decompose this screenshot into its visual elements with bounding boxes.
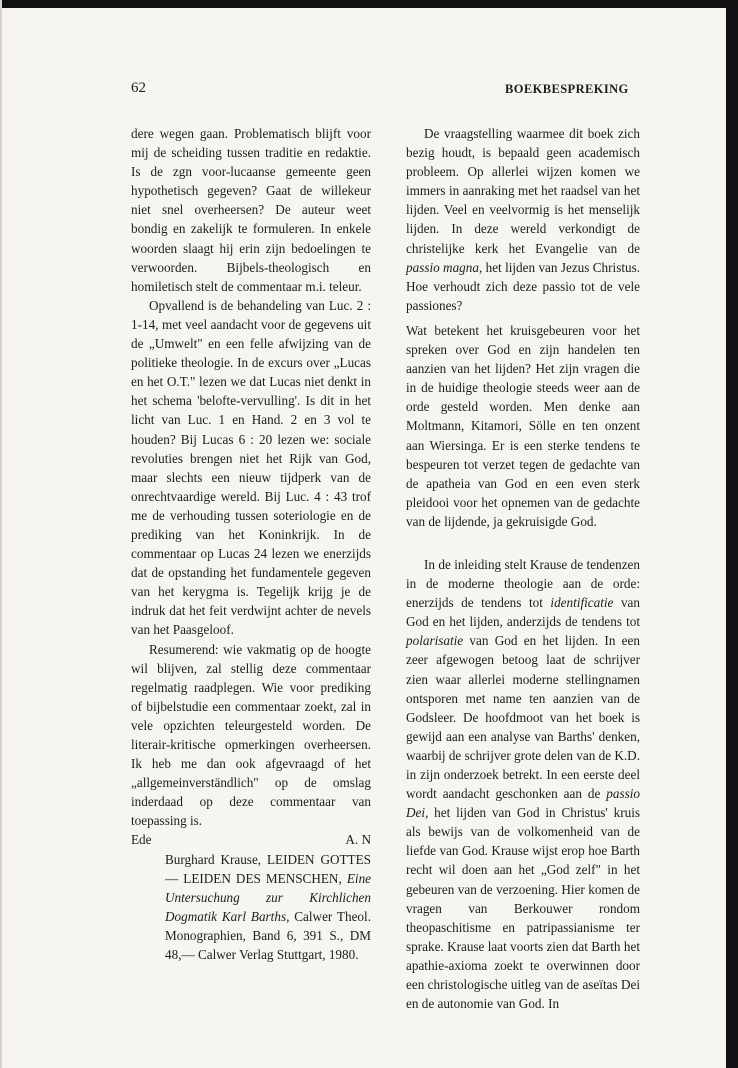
page-number: 62 [131,80,146,96]
scan-edge-right [726,0,738,1068]
right-column [406,124,640,1013]
right-p3-emphasis-1: identificatie [550,595,614,611]
review-subtitle: Eine Untersuchung zur Kirchlichen Dogmatik Karl Barths, [165,870,372,924]
right-paragraph-2: Wat betekent het kruisgebeuren voor het spreken over God en zijn handelen ten aanzien van het lijden? Het zijn vragen die in de huidige theologie steeds weer aan de orde gesteld worden. Men denke aan Moltmann, Kitamori, Sölle en ten onzent aan Wiersinga. Er is een sterke tendens te bespeuren tot verzet tegen de gedachte van de apatheia van God en een even sterk pleidooi voor het opnemen van de gedachte van de lijdende, ja gekruisigde God. [406,322,640,529]
right-p3-text-b: van God en het lijden, anderzijds de tendens tot [406,595,640,630]
left-column [131,124,371,964]
right-p3-text-c: van God en het lijden. In een zeer afgewogen betoog laat de schrijver zien waar allerlei moderne stellingnamen ontsporen met name ten aanzien van de Godsleer. De hoofdmoot van het boek is gewijd aan een analyse van Barths' denken, waarbij de schrijver grote delen van de K.D. in zijn onderzoek betrekt. In een eerste deel wordt aandacht geschonken aan de [406,633,640,802]
review-citation [165,850,371,965]
left-paragraph-1: dere wegen gaan. Problematisch blijft voor mij de scheiding tussen traditie en redaktie. Is de zgn voor-lucaanse gemeente geen hypothetisch gegeven? Gaat de willekeur niet snel overheersen? De auteur weet bondig en zakelijk te formuleren. In enkele woorden slaagt hij erin zijn bedoelingen te verwoorden. Bijbels-theologisch en homiletisch stelt de commentaar m.i. teleur. [131,126,371,294]
scan-edge-top [0,0,738,8]
signature-name: A. N [345,832,371,848]
right-p3-text-d: het lijden van God in Christus' kruis als bewijs van de volkomenheid van de liefde van God. Krause wijst erop hoe Barth recht wil doen aan het „God zelf" in het gebeuren van de verzoening. Hier komen de vragen van Berkouwer rondom theopaschitisme en patripassianisme ter sprake. Krause laat voorts zien dat Barth het apathie-axioma zoekt te overwinnen door een christologische uitleg van de aseïtas Dei en de autonomie van God. In [406,805,640,1012]
signature-row [131,830,371,849]
running-head: BOEKBESPREKING [505,82,629,96]
right-p3-text-a: In de inleiding stelt Krause de tendenzen in de moderne theologie aan de orde: enerzijds de tendens tot [406,556,640,611]
right-paragraph-3 [406,555,640,1013]
right-p3-emphasis-3: passio Dei, [406,786,640,821]
right-p1-text-b: het lijden van Jezus Christus. Hoe verhoudt zich deze passio tot de vele passiones? [406,259,641,313]
scan-edge-left [0,0,2,1068]
review-publisher: Calwer Theol. Monographien, Band 6, 391 S., DM 48,— Calwer Verlag Stuttgart, 1980. [165,908,371,963]
left-paragraph-2: Opvallend is de behandeling van Luc. 2 : 1-14, met veel aandacht voor de gegevens uit de „Umwelt" en een felle afwijzing van de politieke theologie. In de excurs over „Lucas en het O.T." lezen we dat Lucas niet denkt in het schema 'belofte-vervulling'. Is dit in het licht van Luc. 1 en Hand. 2 en 3 vol te houden? Bij Lucas 6 : 20 lezen we: sociale revoluties brengen niet het Rijk van God, maar slechts een nieuw tijdperk van de onrechtvaardige wereld. Bij Luc. 4 : 43 trof me de verhouding tussen soteriologie en de prediking van het Koninkrijk. In de commentaar op Lucas 24 lezen we enerzijds dat de opstanding het fundamentele gegeven van het kerygma is. Tegelijk krijg je de indruk dat het feit verdwijnt achter de nevels van het Paasgeloof. [131,297,371,638]
right-p1-text-a: De vraagstelling waarmee dit boek zich bezig houdt, is bepaald geen academisch probleem. Op allerlei wijzen komen we immers in aanraking met het raadsel van het lijden. Veel en veelvormig is het menselijk lijden. In deze wereld verkondigt de christelijke kerk het Evangelie van de [406,126,640,256]
left-paragraph-3: Resumerend: wie vakmatig op de hoogte wil blijven, zal stellig deze commentaar regelmatig raadplegen. Wie voor prediking of bijbelstudie een commentaar zoekt, zal in vele opzichten teleurgesteld worden. De literair-kritische opmerkingen overheersen. Ik heb me dan ook afgevraagd of het „allgemeinverständlich" op de omslag inderdaad op deze commentaar van toepassing is. [131,641,371,829]
review-author-title: Burghard Krause, LEIDEN GOTTES — LEIDEN DES MENSCHEN, [165,851,371,886]
right-p1-emphasis: passio magna, [406,259,483,275]
signature-place: Ede [131,832,152,848]
right-p3-emphasis-2: polarisatie [406,633,464,649]
right-paragraph-1 [406,124,640,315]
